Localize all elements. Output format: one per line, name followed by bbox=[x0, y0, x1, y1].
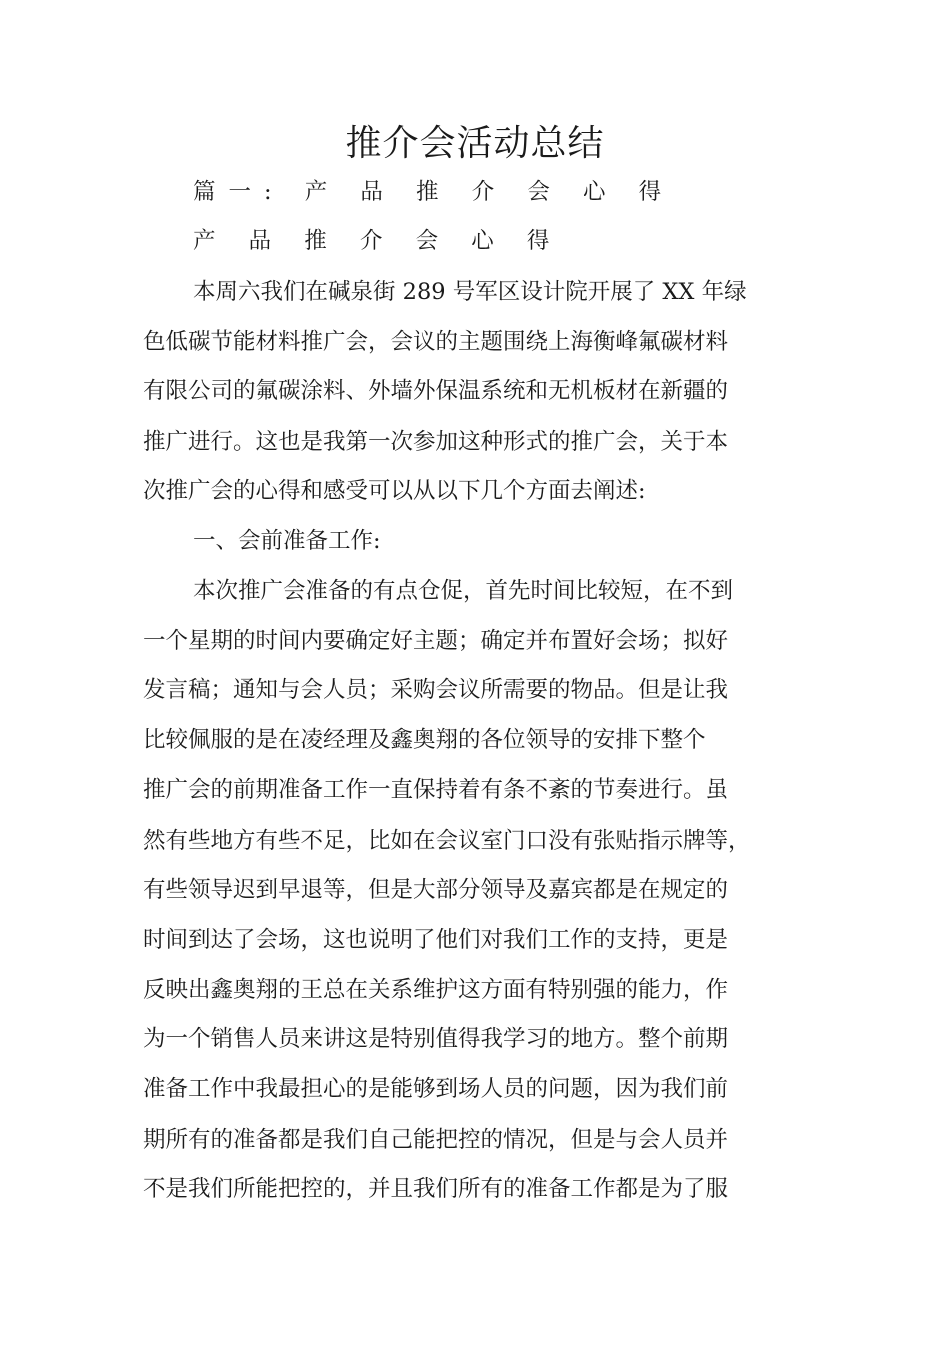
paragraph-line: 推广会的前期准备工作一直保持着有条不紊的节奏进行。虽 bbox=[143, 777, 729, 803]
paragraph-line: 色低碳节能材料推广会，会议的主题围绕上海衡峰氟碳材料 bbox=[143, 329, 729, 355]
paragraph-line: 推广进行。这也是我第一次参加这种形式的推广会，关于本 bbox=[143, 429, 729, 455]
paragraph-line: 为一个销售人员来讲这是特别值得我学习的地方。整个前期 bbox=[143, 1026, 729, 1052]
paragraph-line: 发言稿；通知与会人员；采购会议所需要的物品。但是让我 bbox=[143, 677, 729, 703]
paragraph-line: 时间到达了会场，这也说明了他们对我们工作的支持，更是 bbox=[143, 927, 729, 953]
paragraph-line: 期所有的准备都是我们自己能把控的情况，但是与会人员并 bbox=[143, 1127, 729, 1153]
document-title: 推介会活动总结 bbox=[345, 123, 605, 164]
paragraph-line: 反映出鑫奥翔的王总在关系维护这方面有特别强的能力，作 bbox=[143, 977, 729, 1003]
subheading-product-notes: 产 品 推 介 会 心 得 bbox=[193, 228, 563, 254]
paragraph-line: 一个星期的时间内要确定好主题；确定并布置好会场；拟好 bbox=[143, 628, 729, 654]
paragraph-line: 本周六我们在碱泉街 289 号军区设计院开展了 XX 年绿 bbox=[193, 279, 747, 305]
section-heading: 一、会前准备工作: bbox=[193, 528, 381, 554]
paragraph-line: 然有些地方有些不足，比如在会议室门口没有张贴指示牌等， bbox=[143, 828, 751, 854]
paragraph-line: 准备工作中我最担心的是能够到场人员的问题，因为我们前 bbox=[143, 1076, 729, 1102]
paragraph-line: 比较佩服的是在凌经理及鑫奥翔的各位领导的安排下整个 bbox=[143, 727, 706, 753]
subheading-chapter-one: 篇一: 产 品 推 介 会 心 得 bbox=[193, 179, 675, 205]
paragraph-line: 有些领导迟到早退等，但是大部分领导及嘉宾都是在规定的 bbox=[143, 877, 729, 903]
paragraph-line: 不是我们所能把控的，并且我们所有的准备工作都是为了服 bbox=[143, 1176, 729, 1202]
paragraph-line: 次推广会的心得和感受可以从以下几个方面去阐述: bbox=[143, 478, 646, 504]
paragraph-line: 有限公司的氟碳涂料、外墙外保温系统和无机板材在新疆的 bbox=[143, 378, 729, 404]
paragraph-line: 本次推广会准备的有点仓促，首先时间比较短，在不到 bbox=[193, 578, 734, 604]
